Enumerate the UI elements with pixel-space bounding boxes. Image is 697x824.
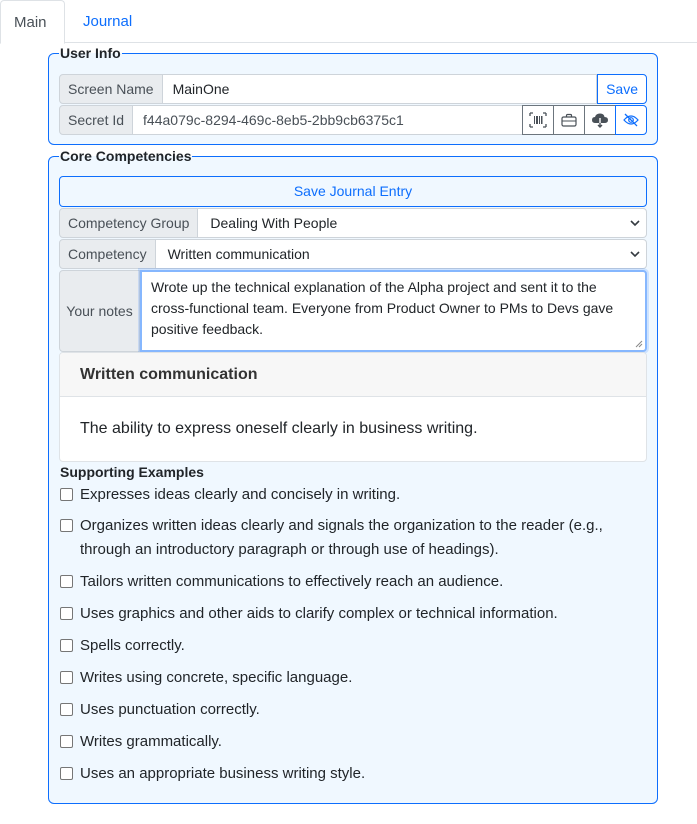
example-item[interactable] (60, 666, 640, 690)
competency-group-row (59, 208, 647, 238)
example-checkbox-checked[interactable] (60, 488, 73, 501)
example-checkbox[interactable] (60, 671, 73, 684)
secret-id-group (59, 105, 647, 135)
example-item[interactable] (60, 602, 640, 626)
example-text: Uses graphics and other aids to clarify complex or technical information. (80, 605, 558, 622)
download-button[interactable] (584, 105, 616, 135)
example-item[interactable] (60, 570, 640, 594)
example-item[interactable] (60, 730, 640, 754)
example-text: Writes using concrete, specific language. (80, 669, 353, 686)
save-journal-entry-button[interactable]: Save Journal Entry (59, 176, 647, 207)
example-checkbox[interactable] (60, 639, 73, 652)
competency-card (59, 352, 647, 462)
example-text: Uses an appropriate business writing style. (80, 765, 366, 782)
tab-main[interactable]: Main (0, 0, 65, 44)
screen-name-label: Screen Name (59, 74, 163, 104)
competency-select[interactable] (156, 239, 647, 269)
notes-text: Wrote up the technical explanation of the Alpha project and sent it to the cross-functional team. Everyone from Product Owner to PMs to Devs gave positive feedback. (151, 279, 614, 337)
example-text: Writes grammatically. (80, 733, 222, 750)
resize-grip-icon[interactable] (635, 340, 643, 348)
competency-row (59, 239, 647, 269)
example-text: Spells correctly. (80, 637, 185, 654)
example-checkbox-checked[interactable] (60, 767, 73, 780)
save-screen-name-button[interactable]: Save (597, 74, 647, 104)
briefcase-icon (561, 113, 577, 127)
example-text: Organizes written ideas clearly and signals the organization to the reader (e.g., through an introductory paragraph or through use of headings). (80, 517, 603, 558)
example-item[interactable] (60, 483, 640, 507)
example-checkbox-checked[interactable] (60, 575, 73, 588)
example-checkbox[interactable] (60, 735, 73, 748)
core-competencies-fieldset (48, 148, 658, 804)
example-checkbox[interactable] (60, 607, 73, 620)
competency-group-value: Dealing With People (210, 215, 338, 231)
secret-id-label: Secret Id (59, 105, 133, 135)
example-text: Uses punctuation correctly. (80, 701, 260, 718)
example-item[interactable] (60, 698, 640, 722)
chevron-down-icon (630, 249, 640, 259)
example-item[interactable] (60, 514, 640, 562)
competency-value: Written communication (167, 246, 310, 262)
screen-name-input[interactable] (163, 74, 597, 104)
competency-group-select[interactable] (198, 208, 647, 238)
notes-label: Your notes (59, 270, 140, 352)
competency-label: Competency (59, 239, 156, 269)
example-item[interactable] (60, 634, 640, 658)
notes-textarea[interactable] (140, 270, 647, 352)
example-item[interactable] (60, 762, 640, 786)
barcode-icon (529, 112, 547, 128)
example-checkbox[interactable] (60, 519, 73, 532)
card-title: Written communication (60, 353, 646, 397)
secret-id-input[interactable] (133, 105, 523, 135)
card-description: The ability to express oneself clearly in business writing. (80, 420, 478, 437)
example-text: Tailors written communications to effectively reach an audience. (80, 573, 504, 590)
example-text: Expresses ideas clearly and concisely in writing. (80, 486, 401, 503)
chevron-down-icon (630, 218, 640, 228)
tab-bar (0, 0, 697, 43)
core-competencies-legend: Core Competencies (60, 148, 192, 164)
notes-row (59, 270, 647, 352)
example-checkbox[interactable] (60, 703, 73, 716)
user-info-legend: User Info (60, 45, 121, 61)
eye-slash-icon (623, 113, 639, 127)
barcode-button[interactable] (522, 105, 554, 135)
user-info-fieldset (48, 45, 658, 145)
tab-journal[interactable]: Journal (83, 13, 133, 30)
screen-name-group (59, 74, 647, 104)
competency-group-label: Competency Group (59, 208, 198, 238)
cloud-download-icon (591, 112, 609, 128)
briefcase-button[interactable] (553, 105, 585, 135)
toggle-visibility-button[interactable] (615, 105, 647, 135)
supporting-examples-title: Supporting Examples (60, 464, 204, 480)
